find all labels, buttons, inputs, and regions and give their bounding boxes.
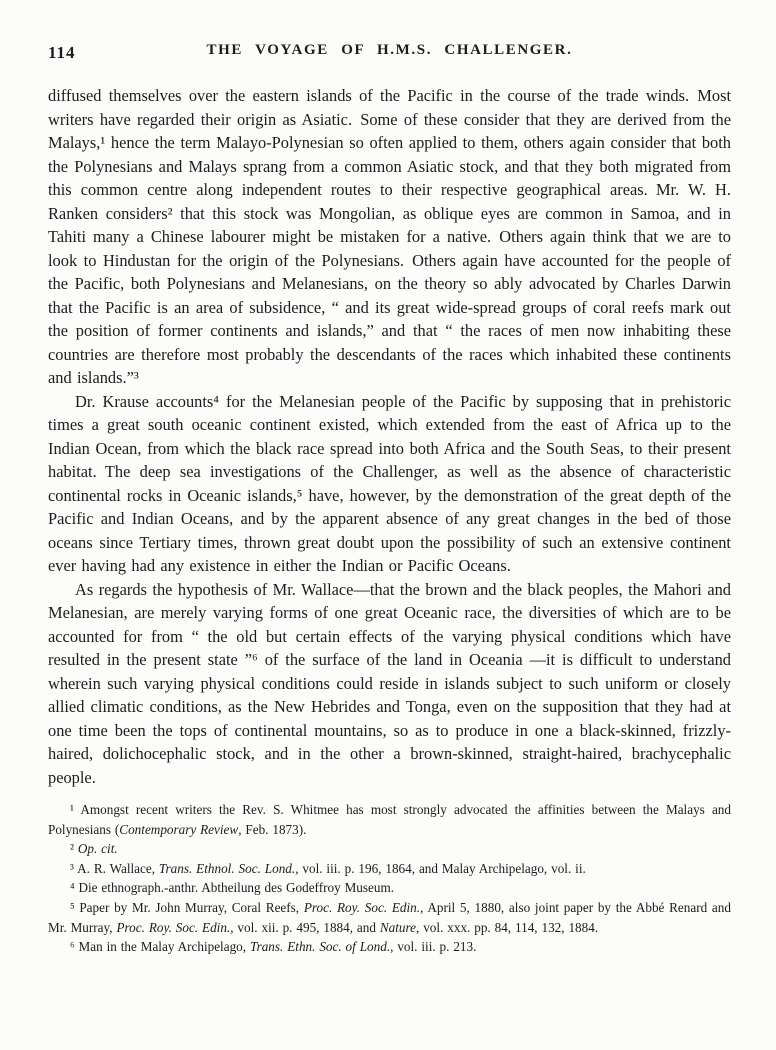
- footnote-2: ² Op. cit.: [70, 841, 118, 857]
- footnote-4: ⁴ Die ethnograph.-anthr. Abtheilung des Godeffroy Museum.: [70, 880, 395, 896]
- body-paragraph-2: Dr. Krause accounts⁴ for the Melanesian people of the Pacific by supposing that in prehistoric times a great south oceanic continent existed, which extended from the east of Africa up to the Indian Ocean, from which the black race spread into both Africa and the South Seas, to their present habitat. The deep sea investigations of the Challenger, as well as the absence of characteristic continental rocks in Oceanic islands,⁵ have, however, by the demonstration of the great depth of the Pacific and Indian Oceans, and by the apparent absence of any great changes in the bed of those oceans since Tertiary times, thrown great doubt upon the possibility of such an extensive continent ever having had any existence in either the Indian or Pacific Oceans.: [48, 391, 731, 575]
- footnotes-section: [48, 800, 731, 957]
- footnote-6: ⁶ Man in the Malay Archipelago, Trans. Ethn. Soc. of Lond., vol. iii. p. 213.: [70, 939, 477, 955]
- page-body: [48, 84, 731, 789]
- footnote-1: ¹ Amongst recent writers the Rev. S. Whitmee has most strongly advocated the affinities between the Malays and Polynesians (Contemporary Review, Feb. 1873).: [48, 802, 731, 837]
- running-title: THE VOYAGE OF H.M.S. CHALLENGER.: [206, 42, 573, 58]
- body-paragraph-1: diffused themselves over the eastern islands of the Pacific in the course of the trade winds. Most writers have regarded their origin as Asiatic. Some of these consider that they are derived from the Malays,¹ hence the term Malayo-Polynesian so often applied to them, others again consider that both the Polynesians and Malays sprang from a common Asiatic stock, and that they both migrated from this common centre along independent routes to their respective geographical areas. Mr. W. H. Ranken considers² that this stock was Mongolian, as oblique eyes are common in Samoa, and in Tahiti many a Chinese labourer might be mistaken for a native. Others again think that we are to look to Hindustan for the origin of the Polynesians. Others again have accounted for the people of the Pacific, both Polynesians and Melanesians, on the theory so ably advocated by Charles Darwin that the Pacific is an area of subsidence, “ and its great wide-spread groups of coral reefs mark out the position of former continents and islands,” and that “ the races of men now inhabiting these countries are therefore most probably the descendants of the races which inhabited these continents and islands.”³: [48, 86, 731, 387]
- page-number: 114: [48, 43, 76, 62]
- footnote-5: ⁵ Paper by Mr. John Murray, Coral Reefs, Proc. Roy. Soc. Edin., April 5, 1880, also joint paper by the Abbé Renard and Mr. Murray, Proc. Roy. Soc. Edin., vol. xii. p. 495, 1884, and Nature, vol. xxx. pp. 84, 114, 132, 1884.: [48, 899, 731, 935]
- body-paragraph-3: As regards the hypothesis of Mr. Wallace—that the brown and the black peoples, the Mahori and Melanesian, are merely varying forms of one great Oceanic race, the diversities of which are to be accounted for from “ the old but certain effects of the varying physical conditions which have resulted in the present state ”⁶ of the surface of the land in Oceania —it is difficult to understand wherein such varying physical conditions could reside in islands subject to such uniform or closely allied climatic conditions, as the New Hebrides and Tonga, even on the supposition that they had at one time been the tops of continental mountains, so as to produce in one a black-skinned, frizzly-haired, dolichocephalic stock, and in the other a brown-skinned, straight-haired, brachycephalic people.: [48, 579, 731, 787]
- footnote-3: ³ A. R. Wallace, Trans. Ethnol. Soc. Lond., vol. iii. p. 196, 1864, and Malay Archipelago, vol. ii.: [70, 860, 586, 876]
- page-header: [48, 42, 731, 64]
